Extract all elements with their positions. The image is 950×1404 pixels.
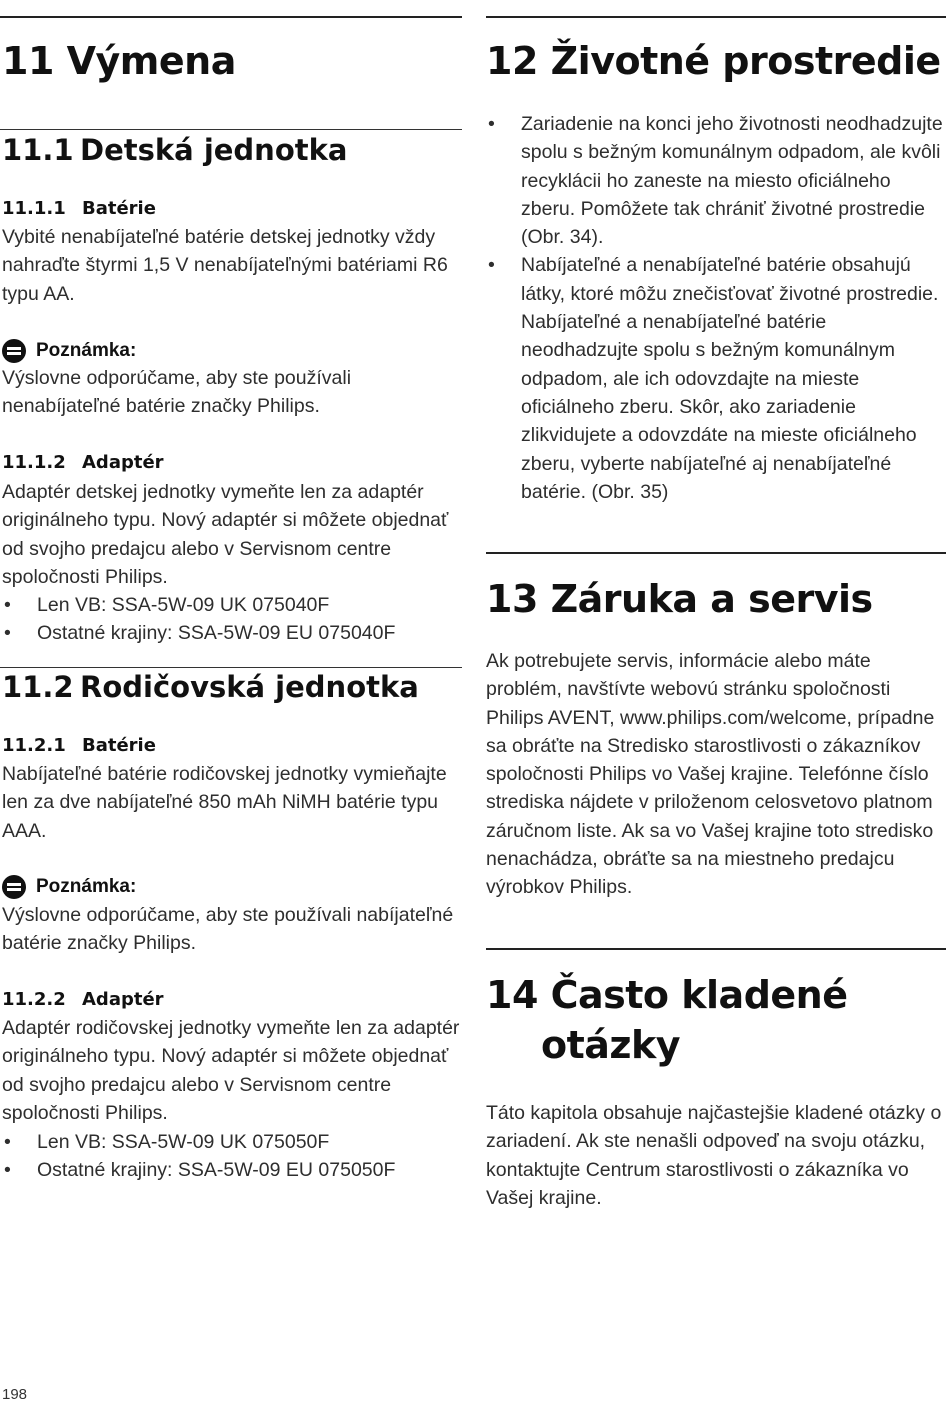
paragraph: Táto kapitola obsahuje najčastejšie kladené otázky o zariadení. Ak ste nenašli odpoveď na svoju otázku, kontaktujte Centrum starostlivosti o zákazníka vo Vašej krajine. [486, 1102, 942, 1209]
page-number: 198 [2, 1386, 28, 1403]
paragraph: Ak potrebujete servis, informácie alebo máte problém, navštívte webovú stránku spoločnosti Philips AVENT, www.philips.com/welcome, prípadne sa obráťte na Stredisko starostlivosti o zákazníkov spoločnosti Philips vo Vašej krajine. Telefónne číslo strediska nájdete v priloženom celosvetovo platnom záručnom liste. Ak sa vo Vašej krajine toto stredisko nenachádza, obráťte sa na miestneho predajcu výrobkov Philips. [486, 650, 935, 899]
section-title: Detská jednotka [80, 133, 348, 167]
subsection-11-1-1-heading [2, 197, 156, 221]
section-11-2-heading [2, 669, 419, 705]
paragraph: Adaptér rodičovskej jednotky vymeňte len za adaptér originálneho typu. Nový adaptér si môžete objednať od svojho predajcu alebo v Servisnom centre spoločnosti Philips. [2, 1017, 460, 1124]
chapter-13-title: 13 Záruka a servis [486, 577, 873, 621]
list-item: • Ostatné krajiny: SSA-5W-09 EU 075050F [2, 1156, 462, 1184]
note-text: Výslovne odporúčame, aby ste používali nabíjateľné batérie značky Philips. [2, 904, 454, 955]
section-divider [486, 948, 946, 950]
subsection-number: 11.2.1 [2, 735, 66, 756]
subsection-number: 11.1.1 [2, 198, 66, 219]
chapter-title-line: 14 Často kladené [486, 973, 848, 1017]
section-title: Rodičovská jednotka [80, 670, 419, 704]
chapter-title-line: otázky [541, 1023, 681, 1067]
subsection-number: 11.2.2 [2, 989, 66, 1010]
chapter-11-title: 11 Výmena [2, 39, 236, 83]
section-divider [486, 552, 946, 554]
section-divider [486, 16, 946, 18]
note-icon [2, 875, 26, 899]
paragraph: Nabíjateľné batérie rodičovskej jednotky vymieňajte len za dve nabíjateľné 850 mAh NiMH batérie typu AAA. [2, 763, 447, 842]
list-item: • Len VB: SSA-5W-09 UK 075040F [2, 591, 462, 619]
section-number: 11.2 [2, 670, 74, 704]
subsection-11-1-2-heading [2, 451, 164, 475]
subsection-number: 11.1.2 [2, 452, 66, 473]
list-item: • Zariadenie na konci jeho životnosti neodhadzujte spolu s bežným komunálnym odpadom, ale kvôli recyklácii ho zaneste na miesto oficiálneho zberu. Pomôžete tak chrániť životné prostredie (Obr. 34). [486, 110, 946, 251]
section-divider [0, 667, 462, 668]
bullet-list [486, 110, 946, 506]
list-item: • Ostatné krajiny: SSA-5W-09 EU 075040F [2, 619, 462, 647]
chapter-14-title [486, 970, 848, 1070]
note-text: Výslovne odporúčame, aby ste používali nenabíjateľné batérie značky Philips. [2, 367, 352, 418]
note-icon [2, 339, 26, 363]
list-item: • Len VB: SSA-5W-09 UK 075050F [2, 1128, 462, 1156]
note-heading [2, 338, 136, 364]
bullet-list [2, 591, 462, 648]
list-item: • Nabíjateľné a nenabíjateľné batérie obsahujú látky, ktoré môžu znečisťovať životné prostredie. Nabíjateľné a nenabíjateľné batérie neodhadzujte spolu s bežným komunálnym odpadom, ale ich odovzdajte na mieste oficiálneho zberu. Skôr, ako zariadenie zlikvidujete a odovzdáte na mieste oficiálneho zberu, vyberte nabíjateľné aj nenabíjateľné batérie. (Obr. 35) [486, 251, 946, 506]
subsection-11-2-2-heading [2, 988, 164, 1012]
paragraph: Vybité nenabíjateľné batérie detskej jednotky vždy nahraďte štyrmi 1,5 V nenabíjateľnými batériami R6 typu AA. [2, 226, 448, 305]
section-divider [0, 129, 462, 130]
section-number: 11.1 [2, 133, 74, 167]
bullet-list [2, 1128, 462, 1185]
subsection-title: Batérie [82, 198, 156, 219]
note-label: Poznámka: [36, 340, 137, 361]
subsection-title: Adaptér [82, 989, 164, 1010]
section-11-1-heading [2, 132, 347, 168]
note-label: Poznámka: [36, 876, 137, 897]
subsection-11-2-1-heading [2, 734, 156, 758]
section-divider [0, 16, 462, 18]
subsection-title: Batérie [82, 735, 156, 756]
paragraph: Adaptér detskej jednotky vymeňte len za adaptér originálneho typu. Nový adaptér si môžete objednať od svojho predajcu alebo v Servisnom centre spoločnosti Philips. [2, 481, 449, 588]
chapter-12-title: 12 Životné prostredie [486, 39, 941, 83]
subsection-title: Adaptér [82, 452, 164, 473]
note-heading [2, 874, 136, 900]
